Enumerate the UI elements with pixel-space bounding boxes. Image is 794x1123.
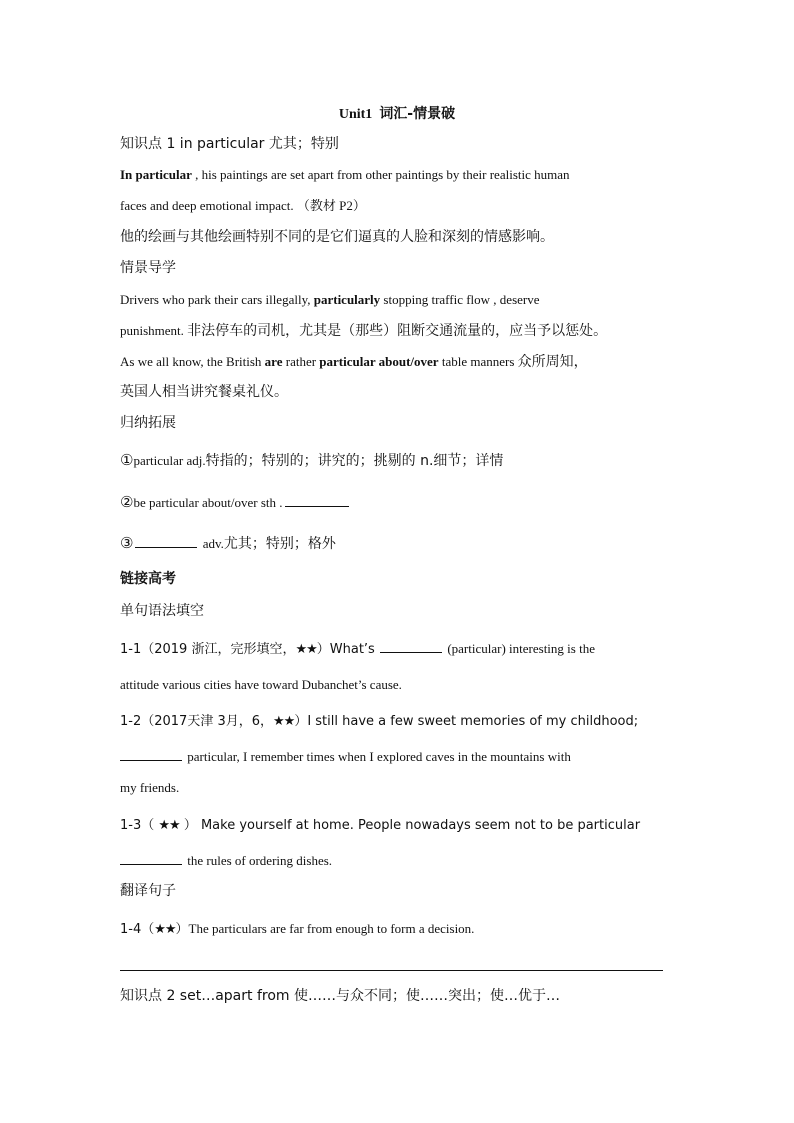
item1-marker: ① [120,451,134,469]
s3-text-b: rather [282,354,320,369]
kp1-heading: 知识点 1 in particular 尤其；特别 [120,136,339,152]
summary-item-1 [120,451,503,470]
question-1-4 [120,920,474,939]
s2-en: punishment. [120,323,188,338]
question-1-3 [120,816,640,835]
item2-blank[interactable] [285,494,349,507]
s1-text-b: stopping traffic flow , deserve [380,292,540,307]
q4-label: 1-4（ [120,922,155,937]
title-unit: Unit1 [338,107,373,122]
q3-blank[interactable] [120,852,182,865]
situational-line-3 [120,353,588,371]
item2-marker: ② [120,493,134,511]
situational-line-4: 英国人相当讲究餐桌礼仪。 [120,384,288,400]
s3-cn: 众所周知， [517,354,588,370]
item1-en: particular adj. [133,453,206,468]
question-1-2-line-2 [120,748,571,766]
question-1-1-line-2: attitude various cities have toward Dubanchet’s cause. [120,677,402,692]
s3-text-a: As we all know, the British [120,354,265,369]
s2-cn: 非法停车的司机，尤其是（那些）阻断交通流量的，应当予以惩处。 [187,323,608,339]
q3-after: the rules of ordering dishes. [184,853,333,868]
s1-text-a: Drivers who park their cars illegally, [120,292,314,307]
q2-blank[interactable] [120,748,182,761]
q3-stars: ★★ [158,818,180,833]
item3-blank[interactable] [135,535,197,548]
item3-en: adv. [199,536,224,551]
translate-heading: 翻译句子 [120,883,176,899]
q2-after: particular, I remember times when I explored caves in the mountains with [184,749,571,764]
example-line-2: faces and deep emotional impact. （教材 P2） [120,198,366,213]
example-text-1: , his paintings are set apart from other paintings by their realistic human [191,167,570,182]
s1-bold: particularly [313,292,381,307]
q1-after: (particular) interesting is the [444,641,595,656]
gaokao-heading: 链接高考 [120,571,176,587]
s3-bold-are: are [264,354,283,369]
question-1-2-line-3: my friends. [120,780,180,795]
q1-close: ）What’s [316,642,375,657]
summary-heading: 归纳拓展 [120,415,176,431]
question-1-3-line-2 [120,852,332,870]
answer-line[interactable] [120,970,663,971]
situational-line-2 [120,322,607,340]
item3-marker: ③ [120,534,134,552]
q2-close: ）I still have a few sweet memories of my childhood; [294,714,639,729]
situational-heading: 情景导学 [120,260,176,276]
example-bold-phrase: In particular [120,167,192,182]
kp2-heading: 知识点 2 set…apart from 使……与众不同；使……突出；使…优于… [120,988,560,1004]
title-topic: 词汇-情景破 [379,106,456,122]
q4-stars: ★★ [154,922,176,937]
s3-text-c: table manners [438,354,518,369]
example-line-1 [120,166,570,184]
question-1-1 [120,640,595,659]
question-1-2 [120,712,638,731]
fill-blank-heading: 单句语法填空 [120,603,204,619]
q2-label: 1-2（2017天津 3月，6， [120,714,273,729]
summary-item-2 [120,493,351,512]
q4-text: ）The particulars are far from enough to form a decision. [175,921,475,936]
item2-en: be particular about/over sth . [133,495,283,510]
page-title [0,103,794,123]
item1-cn: 特指的；特别的；讲究的；挑剔的 n.细节；详情 [205,453,504,469]
q3-close: ） Make yourself at home. People nowadays seem not to be particular [179,818,641,833]
situational-line-1 [120,291,540,309]
q1-label: 1-1（2019 浙江，完形填空， [120,642,296,657]
summary-item-3 [120,534,336,553]
example-translation: 他的绘画与其他绘画特别不同的是它们逼真的人脸和深刻的情感影响。 [120,229,554,245]
q2-stars: ★★ [273,714,295,729]
item3-cn: 尤其；特别；格外 [223,536,336,552]
q3-label: 1-3（ [120,818,159,833]
q1-blank[interactable] [380,640,442,653]
q1-stars: ★★ [295,642,317,657]
s3-bold-phrase: particular about/over [319,354,439,369]
